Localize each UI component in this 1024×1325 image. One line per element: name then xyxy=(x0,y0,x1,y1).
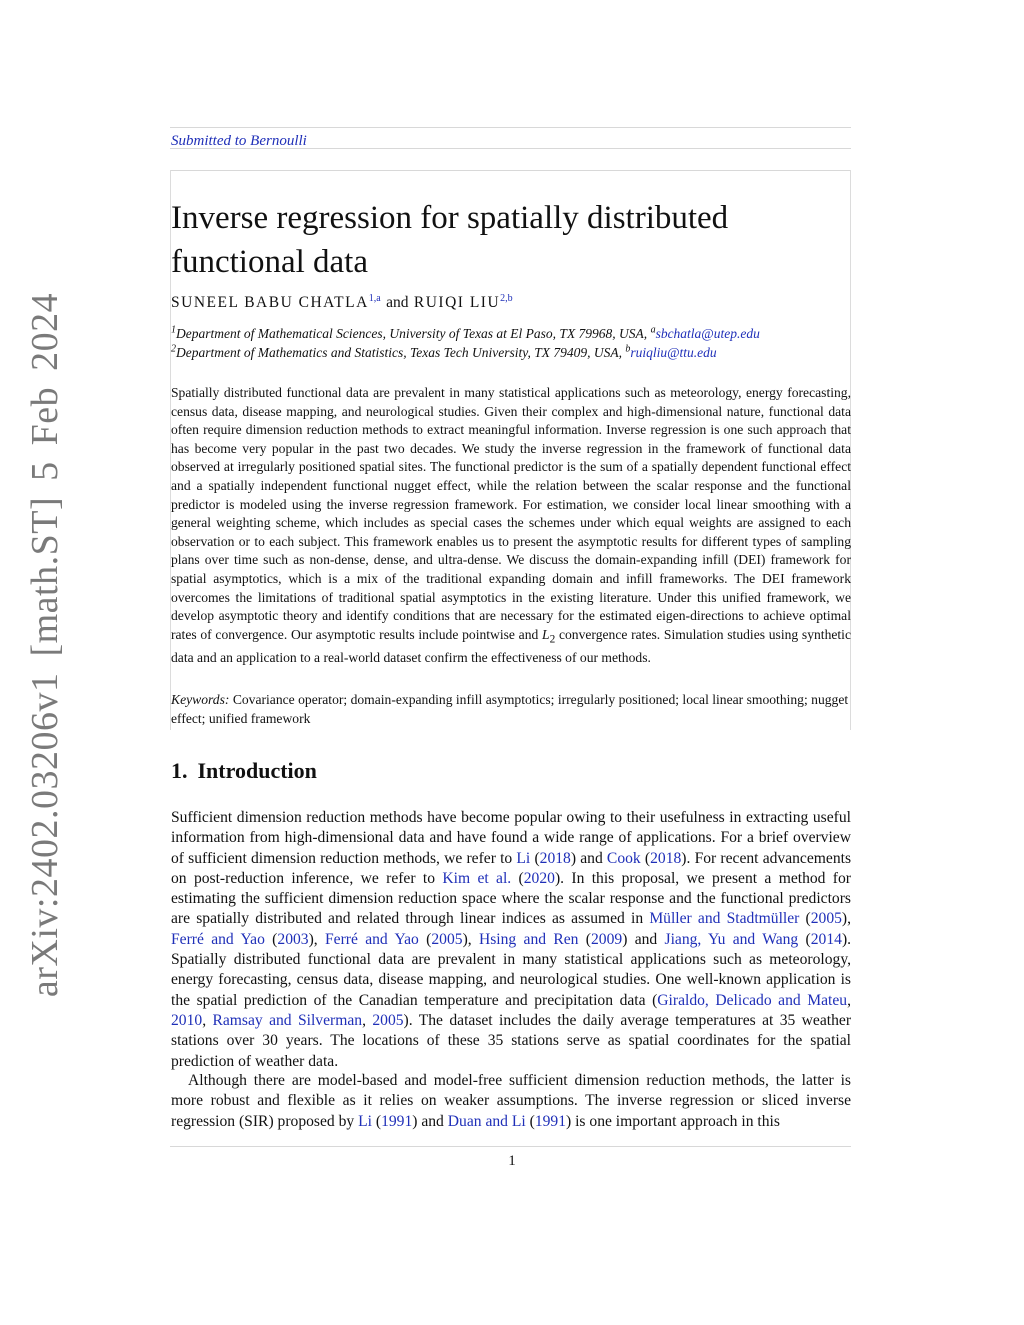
citation-link[interactable]: 1991 xyxy=(534,1112,566,1130)
body-text: ), xyxy=(841,910,851,928)
body-text: Sufficient dimension reduction methods have become popular owing to their usefulness in extracting useful information from high-dimensional data and have found a wide range of applications. For a brief overview of sufficient dimension reduction methods, we refer to xyxy=(171,809,851,867)
l2-subscript: 2 xyxy=(549,633,556,646)
arxiv-id-text: arXiv:2402.03206v1 [math.ST] 5 Feb 2024 xyxy=(24,292,66,998)
body-text: ). In this proposal, we present a method for estimating the sufficient dimension reduction space where the scalar response and the functional predictors are spatially distributed and related through linear indices as assumed in xyxy=(171,869,851,928)
arxiv-identifier xyxy=(15,292,75,998)
citation-link[interactable]: 2018 xyxy=(539,849,571,867)
author-conjunction: and xyxy=(386,294,409,311)
body-text: Although there are model-based and model-free sufficient dimension reduction methods, the latter is more robust and flexible as it relies on weaker assumptions. The inverse regression or sliced inverse regression (SIR) proposed by xyxy=(171,1072,851,1130)
email-2-link[interactable]: ruiqliu@ttu.edu xyxy=(630,345,717,360)
abstract-text-part-2: convergence rates. Simulation studies using synthetic data and an application to a real-world dataset confirm the effectiveness of our methods. xyxy=(171,626,851,666)
author-2-name: RUIQI LIU xyxy=(413,294,501,311)
body-text: ( xyxy=(511,869,524,887)
journal-name[interactable]: Submitted to Bernoulli xyxy=(171,133,307,149)
citation-link[interactable]: 2003 xyxy=(277,930,309,948)
citation-link[interactable]: 2018 xyxy=(650,849,682,867)
citation-link[interactable]: Giraldo, Delicado and Mateu xyxy=(657,991,848,1009)
body-text: ), xyxy=(308,930,325,948)
body-text: ( xyxy=(264,930,278,948)
body-text: ( xyxy=(640,849,651,867)
body-text: ( xyxy=(798,930,811,948)
body-text: ( xyxy=(525,1112,535,1130)
body-text: ) and xyxy=(412,1112,448,1130)
citation-link[interactable]: Ferré and Yao xyxy=(324,930,419,948)
keywords-text: Covariance operator; domain-expanding infill asymptotics; irregularly positioned; local linear smoothing; nugget effect; unified framework xyxy=(171,692,849,726)
citation-link[interactable]: Li xyxy=(516,849,531,867)
citation-link[interactable]: 1991 xyxy=(381,1112,413,1130)
citation-link[interactable]: 2005 xyxy=(431,930,463,948)
body-text: ( xyxy=(371,1112,382,1130)
author-1-marks[interactable]: 1,a xyxy=(368,292,381,304)
affiliation-2 xyxy=(171,344,717,362)
body-text: ( xyxy=(418,930,432,948)
section-number: 1. xyxy=(171,758,188,783)
citation-link[interactable]: Jiang, Yu and Wang xyxy=(664,930,799,948)
author-1-name: SUNEEL BABU CHATLA xyxy=(171,294,369,311)
abstract xyxy=(171,384,851,668)
front-matter-frame xyxy=(170,170,851,171)
citation-link[interactable]: 2009 xyxy=(591,930,623,948)
header-rule-bottom xyxy=(170,148,851,149)
body-text: ( xyxy=(578,930,591,948)
citation-link[interactable]: 2005 xyxy=(372,1011,404,1029)
citation-link[interactable]: Ramsay and Silverman xyxy=(212,1011,363,1029)
citation-link[interactable]: 2020 xyxy=(523,869,555,887)
citation-link[interactable]: Duan and Li xyxy=(447,1112,526,1130)
author-2-marks[interactable]: 2,b xyxy=(500,292,513,304)
citation-link[interactable]: 2014 xyxy=(810,930,842,948)
footer-rule xyxy=(170,1146,851,1147)
body-text: ( xyxy=(799,910,811,928)
affiliation-2-text: Department of Mathematics and Statistics, Texas Tech University, TX 79409, USA, xyxy=(176,345,622,360)
keywords-label: Keywords: xyxy=(171,692,230,707)
citation-link[interactable]: 2010 xyxy=(171,1011,203,1029)
citation-link[interactable]: Cook xyxy=(606,849,641,867)
header-rule-top xyxy=(170,127,851,128)
l2-symbol: L xyxy=(542,626,550,642)
citation-link[interactable]: Hsing and Ren xyxy=(478,930,579,948)
body-text: ). For recent advancements on post-reduction inference, we refer to xyxy=(171,849,852,887)
affiliation-1-number: 1 xyxy=(171,324,176,336)
email-1-link[interactable]: sbchatla@utep.edu xyxy=(655,326,760,341)
paper-title: Inverse regression for spatially distributed functional data xyxy=(171,200,729,280)
email-1-mark: a xyxy=(650,324,656,336)
citation-link[interactable]: Kim et al. xyxy=(442,869,512,887)
citation-link[interactable]: Li xyxy=(358,1112,372,1130)
body-text: , xyxy=(362,1011,373,1029)
citation-link[interactable]: Müller and Stadtmüller xyxy=(649,910,800,928)
affiliation-1-text: Department of Mathematical Sciences, University of Texas at El Paso, TX 79968, USA, xyxy=(176,326,648,341)
body-text: ) and xyxy=(570,849,607,867)
body-text: , xyxy=(202,1011,213,1029)
citation-link[interactable]: Ferré and Yao xyxy=(171,930,265,948)
keywords xyxy=(171,691,851,728)
section-title: Introduction xyxy=(197,758,317,783)
body-text: ( xyxy=(530,849,540,867)
body-text: ). The dataset includes the daily average temperatures at 35 weather stations over 30 years. The locations of these 35 stations serve as spatial coordinates for the spatial prediction of weather data. xyxy=(171,1011,852,1070)
intro-paragraph-1 xyxy=(171,808,851,1072)
body-text: ). Spatially distributed functional data are prevalent in many statistical applications such as meteorology, energy forecasting, census data, disease mapping, and neurological studies. One well-known application is the spatial prediction of the Canadian temperature and precipitation data ( xyxy=(171,930,852,1009)
email-2-mark: b xyxy=(625,343,631,355)
abstract-text-part-1: Spatially distributed functional data are prevalent in many statistical applications such as meteorology, energy forecasting, census data, disease mapping, and neurological studies. Given their complex and high-dimensional nature, functional data often require dimension reduction methods to extract meaningful information. Inverse regression is one such approach that has become very popular in the past two decades. We study the inverse regression in the framework of functional data observed at irregularly positioned spatial sites. The functional predictor is the sum of a spatially dependent functional effect and a spatially independent functional nugget effect, while the relation between the scalar response and the functional predictor is modeled using the inverse regression framework. For estimation, we consider local linear smoothing with a general weighting scheme, which includes as special cases the schemes under which equal weights are assigned to each observation or to each subject. This framework enables us to present the asymptotic results for different types of sampling plans over time such as non-dense, dense, and ultra-dense. We discuss the domain-expanding infill (DEI) framework for spatial asymptotics, which is a mix of the traditional expanding domain and infill frameworks. The DEI framework overcomes the limitations of traditional spatial asymptotics in the existing literature. Under this unified framework, we develop asymptotic theory and identify conditions that are necessary for the estimated eigen-directions to achieve optimal rates of convergence. Our asymptotic results include pointwise and xyxy=(171,385,851,642)
intro-paragraph-2 xyxy=(171,1071,851,1132)
section-heading xyxy=(171,758,317,784)
page-number: 1 xyxy=(508,1153,516,1169)
citation-link[interactable]: 2005 xyxy=(810,910,842,928)
affiliation-1 xyxy=(171,325,760,343)
author-list xyxy=(171,294,513,312)
body-text: ), xyxy=(462,930,479,948)
body-text: ) and xyxy=(622,930,665,948)
affiliation-2-number: 2 xyxy=(171,343,176,355)
body-text: ) is one important approach in this xyxy=(566,1112,780,1130)
body-text: , xyxy=(847,991,851,1009)
